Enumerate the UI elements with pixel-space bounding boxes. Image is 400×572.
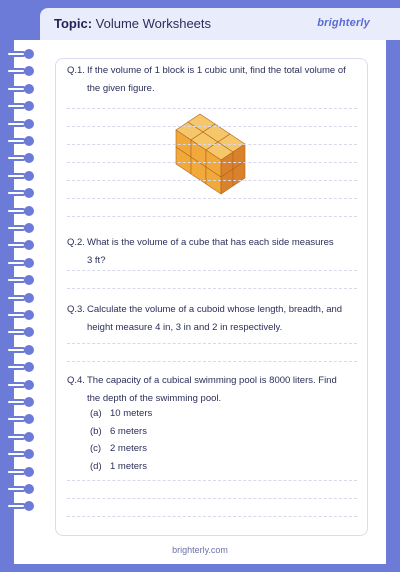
answer-line [67, 498, 357, 499]
spiral-ring [6, 154, 34, 162]
question-number: Q.2. [67, 237, 85, 248]
spiral-ring [6, 485, 34, 493]
answer-line [67, 180, 357, 181]
brand-logo: brighterly [317, 17, 370, 29]
question-3 [67, 301, 363, 337]
question-text-cont: height measure 4 in, 3 in and 2 in respectively. [87, 322, 283, 333]
answer-line [67, 343, 357, 344]
spiral-ring [6, 415, 34, 423]
spiral-ring [6, 294, 34, 302]
option-text: 6 meters [110, 426, 147, 437]
question-text-cont: 3 ft? [87, 255, 106, 266]
answer-line [67, 126, 357, 127]
spiral-ring [6, 172, 34, 180]
answer-line [67, 361, 357, 362]
option-label: (c) [90, 443, 102, 454]
question-1 [67, 62, 363, 98]
spiral-ring [6, 137, 34, 145]
spiral-ring [6, 85, 34, 93]
spiral-ring [6, 224, 34, 232]
question-text: Calculate the volume of a cuboid whose length, breadth, and [87, 304, 343, 315]
question-4 [67, 372, 363, 408]
question-number: Q.1. [67, 65, 85, 76]
option-d[interactable] [90, 461, 147, 472]
spiral-binding [0, 50, 40, 530]
answer-line [67, 198, 357, 199]
answer-line [67, 480, 357, 481]
spiral-ring [6, 311, 34, 319]
answer-line [67, 288, 357, 289]
spiral-ring [6, 241, 34, 249]
topic-label: Topic: [54, 16, 93, 31]
question-text: If the volume of 1 block is 1 cubic unit, find the total volume of [87, 65, 346, 76]
spiral-ring [6, 328, 34, 336]
spiral-ring [6, 346, 34, 354]
option-b[interactable] [90, 426, 147, 437]
spiral-ring [6, 67, 34, 75]
question-number: Q.3. [67, 304, 85, 315]
spiral-ring [6, 259, 34, 267]
spiral-ring [6, 276, 34, 284]
question-text: What is the volume of a cube that has each side measures [87, 237, 334, 248]
option-c[interactable] [90, 443, 147, 454]
spiral-ring [6, 398, 34, 406]
answer-line [67, 108, 357, 109]
question-text-cont: the depth of the swimming pool. [87, 393, 222, 404]
spiral-ring [6, 450, 34, 458]
option-text: 2 meters [110, 443, 147, 454]
answer-line [67, 162, 357, 163]
spiral-ring [6, 120, 34, 128]
spiral-ring [6, 468, 34, 476]
option-a[interactable] [90, 408, 152, 419]
page-title [54, 16, 211, 31]
option-label: (b) [90, 426, 102, 437]
spiral-ring [6, 102, 34, 110]
spiral-ring [6, 381, 34, 389]
answer-line [67, 144, 357, 145]
spiral-ring [6, 207, 34, 215]
option-label: (a) [90, 408, 102, 419]
spiral-ring [6, 189, 34, 197]
question-2 [67, 234, 363, 270]
question-text: The capacity of a cubical swimming pool is 8000 liters. Find [87, 375, 337, 386]
spiral-ring [6, 50, 34, 58]
option-text: 1 meters [110, 461, 147, 472]
option-text: 10 meters [110, 408, 153, 419]
topic-value: Volume Worksheets [95, 16, 212, 31]
answer-line [67, 216, 357, 217]
footer-url: brighterly.com [172, 545, 228, 555]
spiral-ring [6, 363, 34, 371]
answer-line [67, 270, 357, 271]
question-text-cont: the given figure. [87, 83, 155, 94]
spiral-ring [6, 433, 34, 441]
cube-figure [166, 100, 252, 196]
spiral-ring [6, 502, 34, 510]
question-number: Q.4. [67, 375, 85, 386]
answer-line [67, 516, 357, 517]
option-label: (d) [90, 461, 102, 472]
